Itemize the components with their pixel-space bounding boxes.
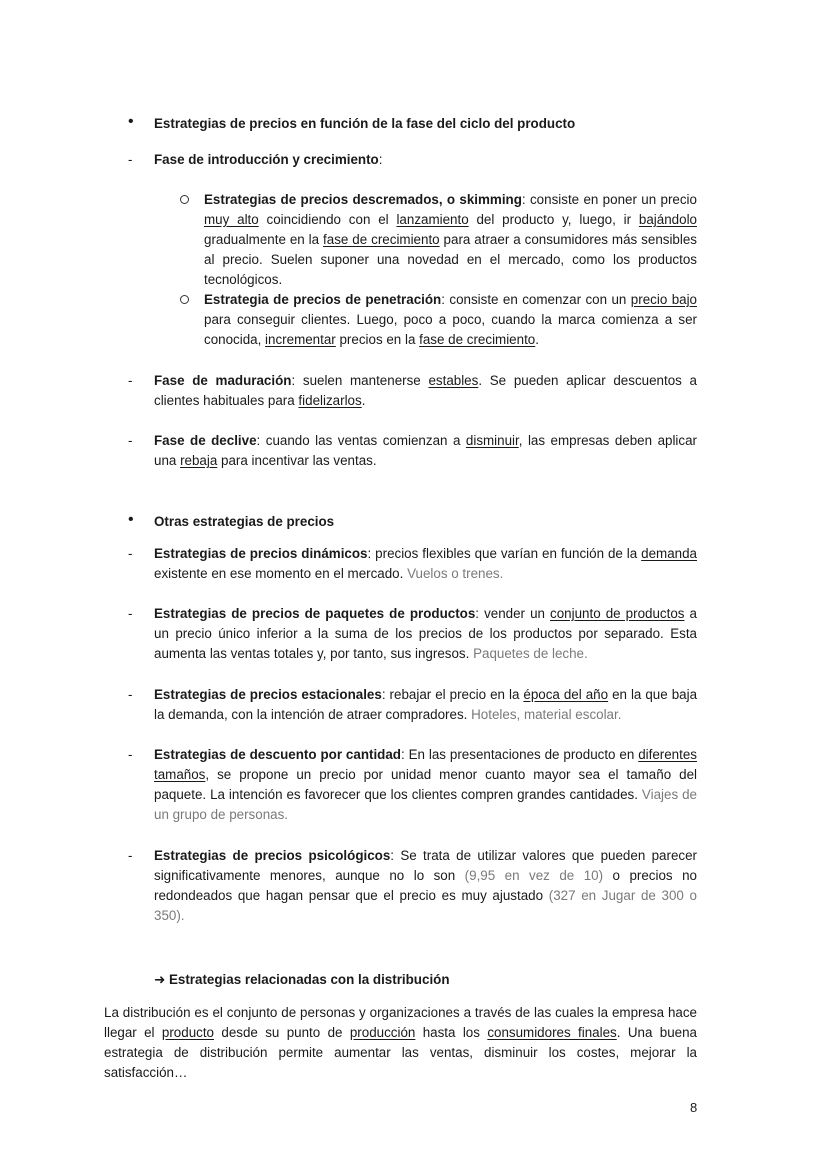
bundle-paragraph: Estrategias de precios de paquetes de productos: vender un conjunto de productos a un precio único inferior a la suma de los precios de los productos por separado. Esta aumenta las ventas totales y, por tanto, sus ingresos. Paquetes de leche.	[154, 606, 697, 661]
quantity-paragraph: Estrategias de descuento por cantidad: En las presentaciones de producto en diferentes tamaños, se propone un precio por unidad menor cuanto mayor sea el tamaño del paquete. La intención es favorecer que los clientes compren grandes cantidades. Viajes de un grupo de personas.	[154, 747, 697, 822]
bullet-icon: •	[128, 511, 134, 528]
skimming-paragraph: Estrategias de precios descremados, o skimming: consiste en poner un precio muy alto coincidiendo con el lanzamiento del producto y, luego, ir bajándolo gradualmente en la fase de crecimiento para atraer a consumidores más sensibles al precio. Suelen suponer una novedad en el mercado, como los productos tecnológicos.	[204, 192, 697, 287]
circle-bullet-icon	[180, 290, 189, 310]
dash-icon: -	[128, 546, 133, 561]
dash-icon: -	[128, 373, 133, 388]
dynamic-paragraph: Estrategias de precios dinámicos: precios flexibles que varían en función de la demanda existente en ese momento en el mercado. Vuelos o trenes.	[154, 546, 697, 581]
arrow-icon: ➜	[154, 972, 166, 987]
dash-icon: -	[128, 848, 133, 863]
maturity-paragraph: Fase de maduración: suelen mantenerse estables. Se pueden aplicar descuentos a clientes habituales para fidelizarlos.	[154, 373, 697, 408]
section-heading-other: Otras estrategias de precios	[154, 514, 335, 529]
dash-icon: -	[128, 747, 133, 762]
seasonal-paragraph: Estrategias de precios estacionales: rebajar el precio en la época del año en la que baja la demanda, con la intención de atraer compradores. Hoteles, material escolar.	[154, 687, 698, 722]
dash-icon: -	[128, 687, 133, 702]
dash-icon: -	[128, 152, 133, 167]
penetration-paragraph: Estrategia de precios de penetración: consiste en comenzar con un precio bajo para conseguir clientes. Luego, poco a poco, cuando la marca comienza a ser conocida, incrementar precios en la fase de crecimiento.	[204, 292, 698, 347]
phase-intro: Fase de introducción y crecimiento:	[154, 152, 383, 167]
decline-paragraph: Fase de declive: cuando las ventas comienzan a disminuir, las empresas deben aplicar una rebaja para incentivar las ventas.	[154, 433, 698, 468]
page-number: 8	[690, 1100, 698, 1115]
section-heading-lifecycle: Estrategias de precios en función de la fase del ciclo del producto	[154, 116, 576, 131]
section-heading-distribution: ➜ Estrategias relacionadas con la distribución	[154, 972, 450, 987]
circle-bullet-icon	[180, 190, 189, 210]
bullet-icon: •	[128, 113, 134, 130]
psychological-paragraph: Estrategias de precios psicológicos: Se trata de utilizar valores que pueden parecer significativamente menores, aunque no lo son (9,95 en vez de 10) o precios no redondeados que hagan pensar que el precio es muy ajustado (327 en Jugar de 300 o 350).	[154, 848, 697, 923]
distribution-paragraph: La distribución es el conjunto de personas y organizaciones a través de las cuales la empresa hace llegar el producto desde su punto de producción hasta los consumidores finales. Una buena estrategia de distribución permite aumentar las ventas, disminuir los costes, mejorar la satisfacción…	[104, 1005, 697, 1080]
dash-icon: -	[128, 606, 133, 621]
dash-icon: -	[128, 433, 133, 448]
